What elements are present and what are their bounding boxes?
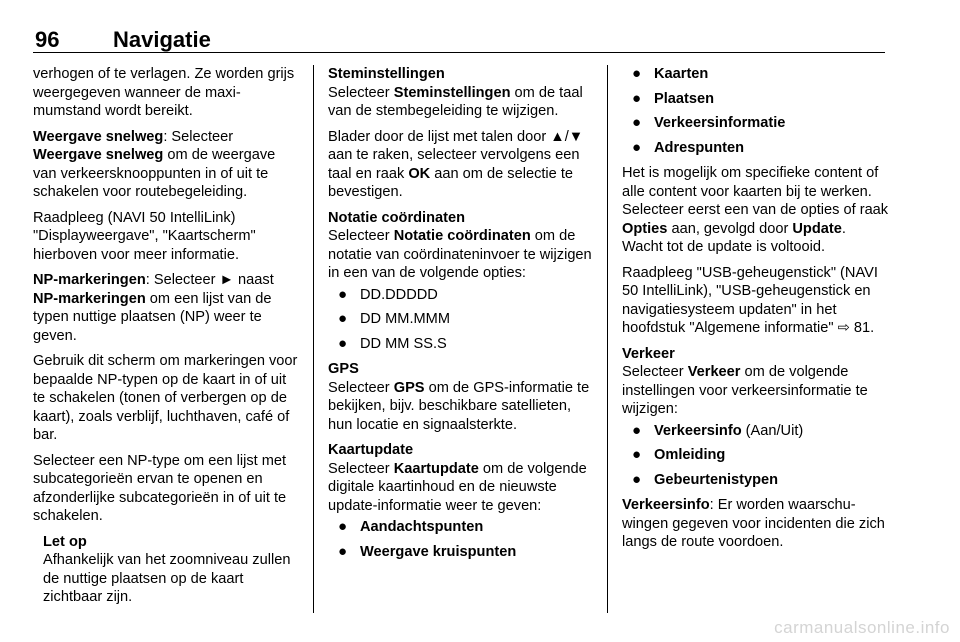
section-heading: Notatie coördinaten <box>328 209 466 226</box>
bullet-icon: ● <box>338 310 348 327</box>
paragraph-blader: Blader door de lijst met talen door ▲/▼ aan te raken, selecteer vervolgens een taal en raak OK aan om de selectie te bevestigen. <box>328 128 584 200</box>
column-1 <box>33 65 298 613</box>
column-2 <box>328 65 598 613</box>
paragraph: Gebruik dit scherm om markeringen voor bepaalde NP-typen op de kaart in of uit te schakelen (tonen of verbergen op de kaart), zoals verblijf, luchthaven, café of bar. <box>33 353 298 443</box>
bullet-icon: ● <box>338 334 348 352</box>
bullet-icon: ● <box>632 446 642 463</box>
column-3 <box>622 65 890 613</box>
section-heading: Kaartupdate <box>328 442 414 458</box>
note-heading: Let op <box>43 533 87 550</box>
paragraph-raadpleeg: Raadpleeg "USB-geheugenstick" (NAVI 50 IntelliLink), "USB-geheugenstick en navigatiesysteem updaten" in het hoofdstuk "Algemene informatie" ⇨ 81. <box>622 264 878 336</box>
paragraph: verhogen of te verlagen. Ze worden grijs weergegeven wanneer de maximumstand wordt bereikt. <box>33 66 295 119</box>
column-divider <box>313 65 314 613</box>
column-divider <box>607 65 608 613</box>
term: Weergave snelweg <box>33 147 164 163</box>
coordinate-options-list <box>328 286 598 354</box>
term: NP-markeringen <box>33 272 146 288</box>
note-text: Afhankelijk van het zoomniveau zullen de nuttige plaatsen op de kaart zichtbaar zijn. <box>43 552 291 605</box>
list-item: ● Weergave kruispunten <box>338 542 517 560</box>
note-box <box>43 533 298 607</box>
list-item: ● DD.DDDDD <box>338 285 438 303</box>
section-notatie-coordinaten: Notatie coördinaten Selecteer Notatie coördinaten om de notatie van coördinateninvoer te wijzigen in een van de volgende opties: <box>328 209 598 283</box>
list-item: ● Verkeersinfo (Aan/Uit) <box>632 421 804 439</box>
section-kaartupdate: Kaartupdate Selecteer Kaartupdate om de volgende digitale kaartinhoud en de nieuwste update-informatie weer te geven: <box>328 441 598 515</box>
kaartupdate-list <box>328 518 598 561</box>
section-verkeer: Verkeer Selecteer Verkeer om de volgende instellingen voor verkeersinformatie te wijzigen: <box>622 345 890 419</box>
list-item: ● Kaarten <box>632 65 709 82</box>
paragraph: Selecteer een NP-type om een lijst met subcategorieën ervan te openen en afzonderlijke subcategorieën in of uit te schakelen. <box>33 452 287 524</box>
bullet-icon: ● <box>338 285 348 303</box>
page-title: Navigatie <box>113 27 211 52</box>
list-item: ● Adrespunten <box>632 138 744 156</box>
section-gps: GPS Selecteer GPS om de GPS-informatie te bekijken, bijv. beschikbare satellieten, hun locatie en signaalsterkte. <box>328 360 598 434</box>
term: NP-markeringen <box>33 290 146 307</box>
list-item: ● Plaatsen <box>632 89 715 107</box>
bullet-icon: ● <box>632 138 642 156</box>
list-item: ● Omleiding <box>632 446 726 463</box>
section-heading: GPS <box>328 361 359 377</box>
term: Weergave snelweg <box>33 128 164 145</box>
bullet-icon: ● <box>632 89 642 107</box>
bullet-icon: ● <box>632 470 642 488</box>
paragraph-weergave-snelweg: Weergave snelweg: Selecteer Weergave snelweg om de weergave van verkeersknooppunten in of uit te schakelen voor routebegeleiding. <box>33 128 276 200</box>
list-item: ● Gebeurtenistypen <box>632 470 779 488</box>
kaartupdate-list-continued <box>622 65 890 157</box>
bullet-icon: ● <box>632 114 642 131</box>
section-heading: Verkeer <box>622 345 675 362</box>
verkeer-list <box>622 422 890 490</box>
page-header <box>33 24 885 53</box>
list-item: ● Verkeersinformatie <box>632 114 786 131</box>
paragraph: Raadpleeg (NAVI 50 IntelliLink) "Displayweergave", "Kaartscherm" hierboven voor meer informatie. <box>33 209 256 263</box>
watermark: carmanualsonline.info <box>774 618 950 637</box>
paragraph-verkeersinfo: Verkeersinfo: Er worden waarschuwingen gegeven voor incidenten die zich langs de route voordoen. <box>622 497 885 550</box>
paragraph-update: Het is mogelijk om specifieke content of alle content voor kaarten bij te werken. Selecteer eerst een van de opties of raak Opties aan, gevolgd door Update. Wacht tot de update is voltooid. <box>622 165 889 255</box>
list-item: ● DD MM SS.S <box>338 334 447 352</box>
list-item: ● DD MM.MMM <box>338 310 450 327</box>
list-item: ● Aandachtspunten <box>338 518 484 535</box>
bullet-icon: ● <box>338 542 348 560</box>
page-number: 96 <box>35 27 60 52</box>
bullet-icon: ● <box>632 421 642 439</box>
bullet-icon: ● <box>632 65 642 82</box>
bullet-icon: ● <box>338 518 348 535</box>
paragraph-np-markeringen: NP-markeringen: Selecteer ► naast NP-markeringen om een lijst van de typen nuttige plaatsen (NP) weer te geven. <box>33 272 274 344</box>
section-steminstellingen: Steminstellingen Selecteer Steminstellingen om de taal van de stembegeleiding te wijzigen. <box>328 65 598 121</box>
section-heading: Steminstellingen <box>328 66 445 82</box>
